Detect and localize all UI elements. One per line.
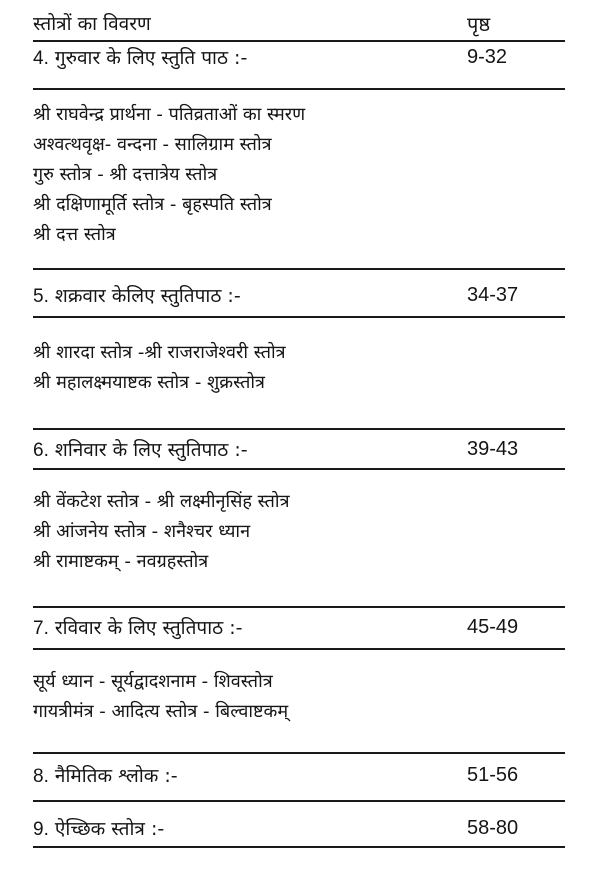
divider [33, 88, 565, 90]
section-pages: 34-37 [467, 283, 519, 306]
section-items-7 [33, 667, 288, 727]
divider [33, 648, 565, 650]
section-title: शक्रवार केलिए स्तुतिपाठ :- [54, 285, 241, 307]
list-item: श्री दक्षिणामूर्ति स्तोत्र - बृहस्पति स्तोत्र [33, 194, 272, 215]
list-item: गायत्रीमंत्र - आदित्य स्तोत्र - बिल्वाष्टकम् [33, 701, 289, 722]
section-pages: 45-49 [467, 615, 519, 638]
section-number: 6. [33, 440, 49, 461]
list-item: श्री शारदा स्तोत्र -श्री राजराजेश्वरी स्तोत्र [33, 342, 286, 363]
section-pages: 9-32 [467, 45, 508, 68]
section-title: गुरुवार के लिए स्तुति पाठ :- [54, 47, 248, 69]
list-item: श्री दत्त स्तोत्र [33, 224, 116, 245]
divider [33, 316, 565, 318]
toc-title: स्तोत्रों का विवरण [33, 13, 151, 35]
list-item: श्री महालक्ष्मयाष्टक स्तोत्र - शुक्रस्तोत्र [33, 372, 265, 393]
section-heading-7 [33, 612, 553, 642]
section-title: रविवार के लिए स्तुतिपाठ :- [54, 617, 243, 639]
section-pages: 51-56 [467, 763, 519, 786]
divider [33, 846, 565, 848]
list-item: श्री आंजनेय स्तोत्र - शनैश्चर ध्यान [33, 521, 251, 542]
toc-header [33, 8, 553, 38]
section-number: 4. [33, 48, 49, 69]
section-title: नैमितिक श्लोक :- [54, 765, 178, 787]
list-item: अश्वत्थवृक्ष- वन्दना - सालिग्राम स्तोत्र [33, 134, 272, 155]
section-items-4 [33, 100, 305, 250]
page-column-label: पृष्ठ [467, 13, 491, 36]
section-heading-9 [33, 813, 553, 843]
list-item: श्री राघवेन्द्र प्रार्थना - पतिव्रताओं का स्मरण [33, 104, 306, 125]
section-title: ऐच्छिक स्तोत्र :- [54, 818, 165, 840]
section-title: शनिवार के लिए स्तुतिपाठ :- [54, 439, 248, 461]
divider [33, 752, 565, 754]
list-item: गुरु स्तोत्र - श्री दत्तात्रेय स्तोत्र [33, 164, 218, 185]
section-items-5 [33, 338, 286, 398]
section-number: 7. [33, 618, 49, 639]
divider [33, 468, 565, 470]
section-number: 9. [33, 819, 49, 840]
section-number: 8. [33, 766, 49, 787]
divider [33, 428, 565, 430]
section-heading-8 [33, 760, 553, 790]
list-item: श्री वेंकटेश स्तोत्र - श्री लक्ष्मीनृसिंह स्तोत्र [33, 491, 290, 512]
list-item: श्री रामाष्टकम् - नवग्रहस्तोत्र [33, 551, 209, 572]
section-heading-6 [33, 434, 553, 464]
section-heading-5 [33, 280, 553, 310]
divider [33, 800, 565, 802]
divider [33, 268, 565, 270]
section-heading-4 [33, 42, 553, 72]
section-items-6 [33, 487, 290, 577]
list-item: सूर्य ध्यान - सूर्यद्वादशनाम - शिवस्तोत्र [33, 671, 273, 692]
section-pages: 58-80 [467, 816, 519, 839]
divider [33, 606, 565, 608]
section-number: 5. [33, 286, 49, 307]
section-pages: 39-43 [467, 437, 519, 460]
